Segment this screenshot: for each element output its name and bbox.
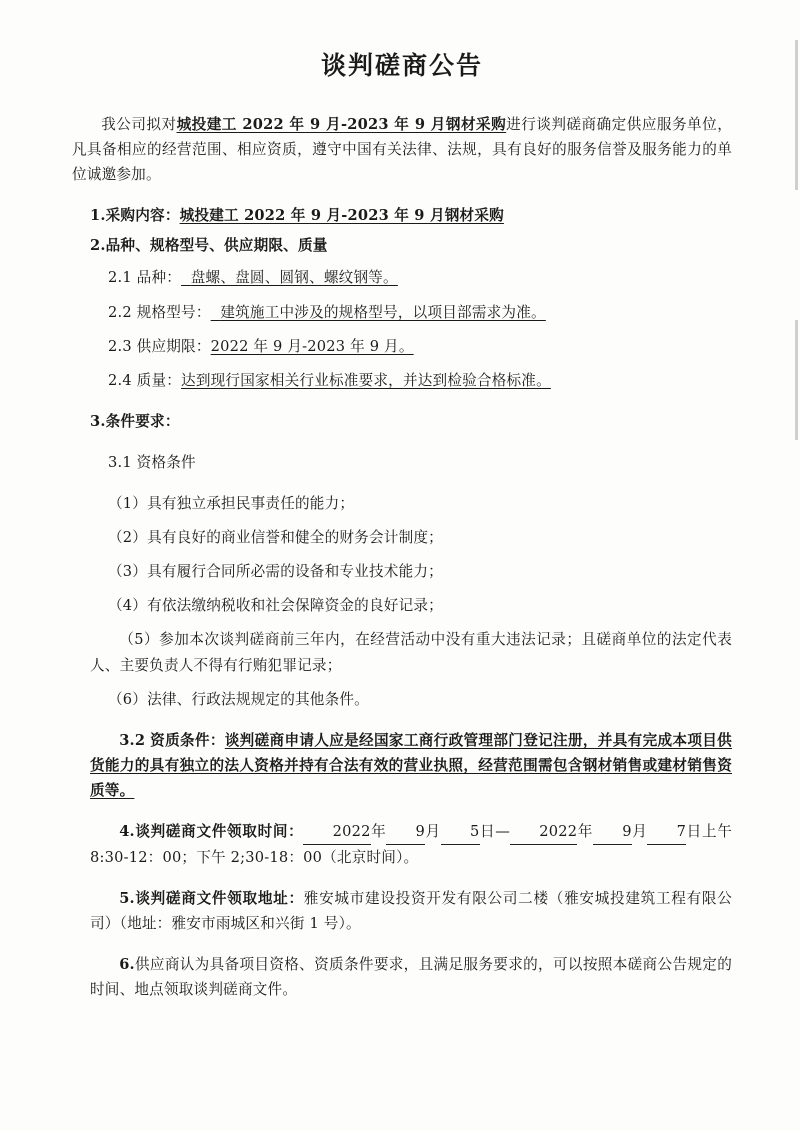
section-4-tail: 日上午 8:30-12：00；下午 2;30-18：00（北京时间）。	[90, 822, 733, 867]
section-3-2-value: 谈判磋商申请人应是经国家工商行政管理部门登记注册，并具有完成本项目供货能力的具有独立的法人资格并持有合法有效的营业执照，经营范围需包含钢材销售或建材销售资质等。	[90, 731, 732, 799]
qualification-item-3: （3）具有履行合同所必需的设备和专业技术能力；	[108, 563, 443, 581]
section-3-no: 3.	[90, 412, 106, 430]
section-6-value: 供应商认为具备项目资格、资质条件要求，且满足服务要求的，可以按照本磋商公告规定的时间、地点领取谈判磋商文件。	[90, 956, 732, 999]
start-day: 5	[441, 819, 480, 845]
section-2-4	[108, 368, 732, 393]
section-5-no: 5.	[119, 890, 135, 908]
section-5-label: 谈判磋商文件领取地址：	[134, 890, 304, 908]
section-1-no: 1.	[90, 207, 106, 225]
section-3-1-label: 资格条件	[136, 453, 196, 471]
page-title: 谈判磋商公告	[320, 51, 483, 80]
section-1	[90, 203, 732, 228]
section-2-1-no: 2.1	[108, 269, 132, 287]
section-2-3-no: 2.3	[108, 337, 132, 355]
section-4-no: 4.	[119, 822, 135, 840]
section-5-value: 雅安城市建设投资开发有限公司二楼（雅安城投建筑工程有限公司）（地址：雅安市雨城区和兴街 1 号）。	[90, 890, 732, 933]
intro-suffix: 进行谈判磋商确定供应服务单位，凡具备相应的经营范围、相应资质，遵守中国有关法律、法规，具有良好的服务信誉及服务能力的单位诚邀参加。	[72, 116, 732, 184]
section-2-3-value: 2022 年 9 月-2023 年 9 月。	[210, 337, 414, 355]
section-3-2	[90, 728, 732, 803]
intro-subject: 城投建工 2022 年 9 月-2023 年 9 月钢材采购	[176, 116, 507, 133]
qualification-item-5: （5）参加本次谈判磋商前三年内，在经营活动中没有重大违法记录；且磋商单位的法定代表人、主要负责人不得有行贿犯罪记录；	[90, 631, 732, 674]
section-1-value: 城投建工 2022 年 9 月-2023 年 9 月钢材采购	[179, 207, 504, 225]
yue-char-2: 月	[631, 822, 648, 840]
intro-paragraph	[72, 112, 732, 187]
intro-prefix: 我公司拟对	[101, 116, 177, 133]
qualification-item-1: （1）具有独立承担民事责任的能力；	[108, 495, 355, 513]
section-5	[90, 886, 732, 936]
section-2-1-label: 品种：	[136, 269, 182, 287]
section-2-4-label: 质量：	[136, 371, 182, 389]
section-2-4-value: 达到现行国家相关行业标准要求，并达到检验合格标准。	[181, 371, 551, 389]
section-4	[90, 819, 732, 870]
page-edge-mark-top	[795, 40, 798, 190]
page-edge-mark-bottom	[795, 320, 798, 440]
date-separator: 日—	[479, 822, 511, 840]
start-month: 9	[386, 819, 425, 845]
section-2-3	[108, 334, 732, 359]
section-3-2-no: 3.2	[119, 731, 146, 749]
yue-char-1: 月	[425, 822, 441, 840]
section-2-label: 品种、规格型号、供应期限、质量	[105, 237, 328, 255]
section-2-2-value: 建筑施工中涉及的规格型号，以项目部需求为准。	[220, 303, 546, 321]
section-2-3-label: 供应期限：	[136, 337, 211, 355]
section-2-1	[108, 265, 732, 290]
document-body	[72, 46, 732, 1012]
section-3	[90, 409, 732, 434]
start-year: 2022	[303, 819, 370, 845]
section-1-label: 采购内容：	[105, 207, 180, 225]
section-2-2	[108, 300, 732, 325]
section-2-1-value: 盘螺、盘圆、圆钢、螺纹钢等。	[190, 269, 398, 287]
qualification-item-4: （4）有依法缴纳税收和社会保障资金的良好记录；	[108, 597, 443, 615]
section-2-no: 2.	[90, 237, 106, 255]
end-month: 9	[593, 819, 632, 845]
section-3-2-label: 资质条件：	[150, 731, 225, 749]
end-day: 7	[647, 819, 686, 845]
section-6	[90, 952, 732, 1002]
section-6-no: 6.	[119, 956, 135, 974]
section-3-1	[108, 450, 732, 475]
nian-char-1: 年	[370, 822, 387, 840]
section-2-2-label: 规格型号：	[136, 303, 211, 321]
section-2-4-no: 2.4	[108, 371, 132, 389]
nian-char-2: 年	[577, 822, 594, 840]
qualification-item-6: （6）法律、行政法规规定的其他条件。	[108, 690, 369, 708]
section-4-label: 谈判磋商文件领取时间：	[134, 822, 304, 840]
section-3-1-no: 3.1	[108, 453, 132, 471]
end-year: 2022	[510, 819, 577, 845]
section-2-2-no: 2.2	[108, 303, 132, 321]
section-3-label: 条件要求：	[105, 412, 180, 430]
qualification-item-2: （2）具有良好的商业信誉和健全的财务会计制度；	[108, 529, 443, 547]
section-2	[90, 233, 732, 258]
